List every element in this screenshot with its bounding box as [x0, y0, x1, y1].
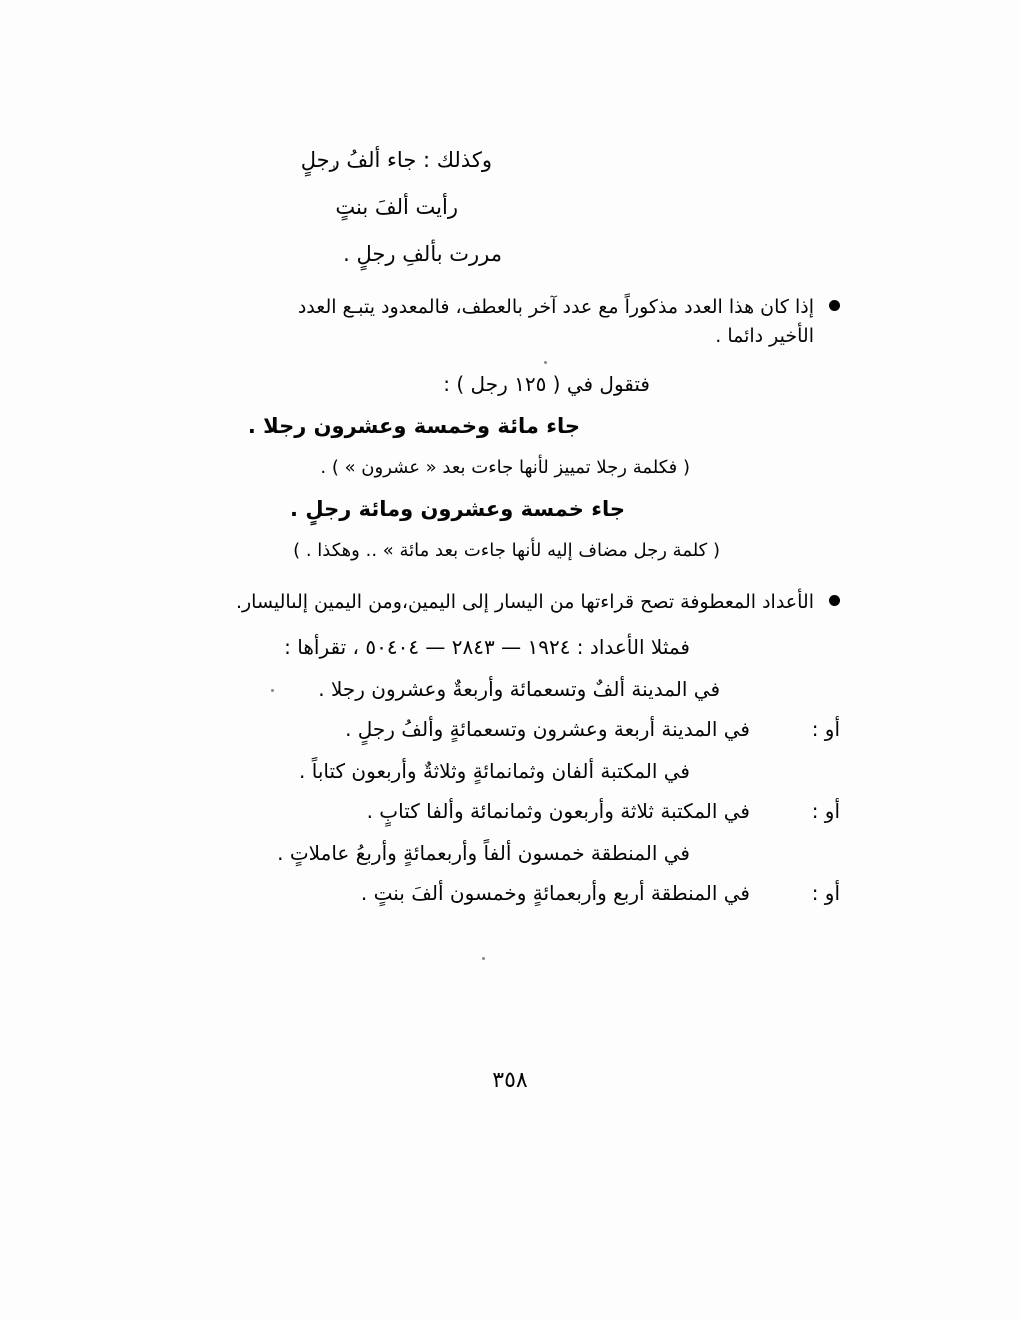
example-pair-3-primary-row: [120, 841, 840, 866]
bullet-point-icon: [829, 300, 840, 311]
example-pair-2-primary-row: [120, 759, 840, 784]
opening-examples-block: [120, 150, 840, 265]
section-one-intro: فتقول في ( ١٢٥ رجل ) :: [443, 371, 650, 396]
page-content: [120, 148, 840, 906]
example-pair-2-alternate: في المكتبة ثلاثة وأربعون وثمانمائة وألفا كتابٍ .: [366, 799, 750, 824]
opening-example-line-1: وكذلك : جاء ألفُ رجلٍ: [300, 148, 492, 172]
rule-1-text-continuation: الأخير دائما .: [715, 325, 814, 348]
example-pair-1-alternate: في المدينة أربعة وعشرون وتسعمائةٍ وألفُ رجلٍ .: [345, 717, 750, 742]
bullet-point-icon: [829, 595, 840, 606]
or-label-1: أو :: [811, 717, 840, 742]
example-pair-2-alternate-row: [120, 799, 840, 824]
or-label-2: أو :: [811, 799, 840, 824]
section-one-note-a-row: [120, 456, 840, 478]
section-two-numbers-row: [120, 635, 840, 660]
section-two-numbers-line: فمثلا الأعداد : ١٩٢٤ — ٢٨٤٣ — ٥٠٤٠٤ ، تقرأها :: [284, 635, 690, 660]
or-label-3: أو :: [811, 881, 840, 906]
rule-item-2: [120, 588, 840, 617]
section-one-note-b: ( كلمة رجل مضاف إليه لأنها جاءت بعد مائة » .. وهكذا . ): [293, 539, 720, 561]
example-pair-3-primary: في المنطقة خمسون ألفاً وأربعمائةٍ وأربعُ عاملاتٍ .: [277, 841, 690, 866]
example-pair-1-primary: في المدينة ألفٌ وتسعمائة وأربعةٌ وعشرون رجلا .: [318, 677, 720, 702]
section-one-note-a: ( فكلمة رجلا تمييز لأنها جاءت بعد « عشرون » ) .: [320, 456, 690, 478]
section-one-example-b-row: [120, 496, 840, 521]
rule-1-text-primary: إذا كان هذا العدد مذكوراً مع عدد آخر بالعطف، فالمعدود يتبـع العدد: [297, 296, 814, 318]
opening-example-line-2: رأيت ألفَ بنتٍ: [335, 195, 458, 219]
section-one-example-a: جاء مائة وخمسة وعشرون رجلا .: [247, 413, 580, 438]
page-number: ٣٥٨: [492, 1068, 528, 1093]
rule-item-1: [120, 293, 840, 352]
example-pair-3-alternate: في المنطقة أربع وأربعمائةٍ وخمسون ألفَ بنتٍ .: [360, 881, 750, 906]
section-one-block: [120, 371, 840, 396]
example-pair-2-primary: في المكتبة ألفان وثمانمائةٍ وثلاثةٌ وأربعون كتاباً .: [299, 759, 690, 784]
section-one-note-b-row: [120, 539, 840, 561]
section-one-example-b: جاء خمسة وعشرون ومائة رجلٍ .: [290, 496, 625, 521]
example-pair-3-alternate-row: [120, 881, 840, 906]
example-pair-1-alternate-row: [120, 717, 840, 742]
example-pair-1-primary-row: [120, 677, 840, 702]
section-one-example-a-row: [120, 413, 840, 438]
scan-artifact-speck: [482, 957, 485, 960]
rule-2-text-primary: الأعداد المعطوفة تصح قراءتها من اليسار إلى اليمين،ومن اليمين إلىاليسار.: [235, 590, 814, 613]
opening-example-line-3: مررت بألفِ رجلٍ .: [343, 242, 502, 266]
